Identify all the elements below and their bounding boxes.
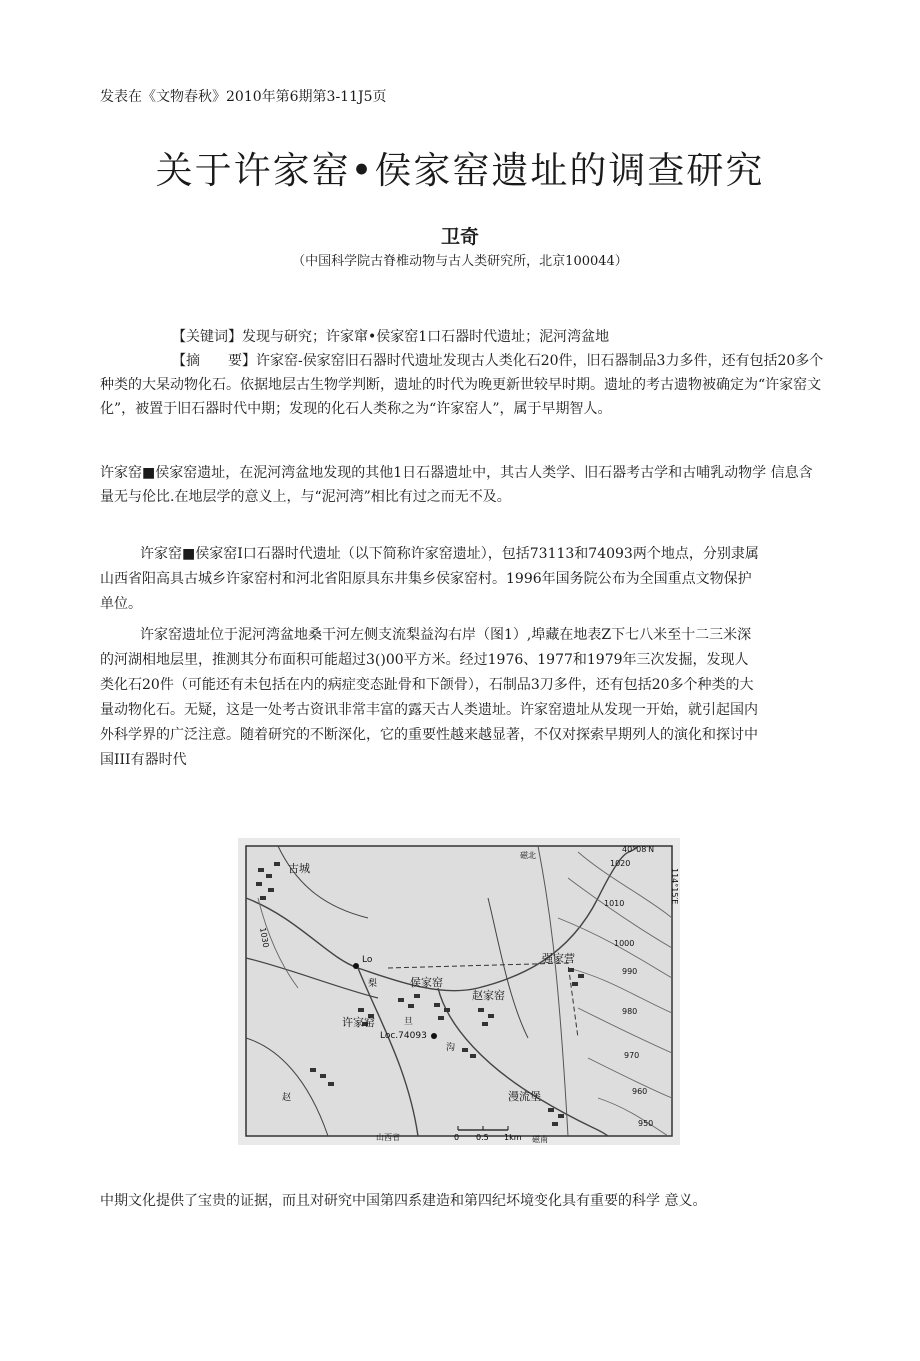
label-manliubao: 漫流堡: [508, 1090, 541, 1103]
intro-paragraph: 许家窑■侯家窑遗址，在泥河湾盆地发现的其他1日石器遗址中，其古人类学、旧石器考古学和古哺乳动物学 信息含量无与伦比.在地层学的意义上，与“泥河湾”相比有过之而无不及。: [100, 465, 813, 505]
label-li: 梨: [368, 979, 378, 989]
label-shanxi: 山西省: [376, 1133, 400, 1142]
scale-label: 1km: [504, 1133, 522, 1142]
body-paragraph-1: 许家窑■侯家窑I口石器时代遗址（以下简称许家窑遗址），包括73113和74093两个地点，分别隶属山西省阳高具古城乡许家窑村和河北省阳原具东井集乡侯家窑村。1996年国务院公布为全国重点文物保护单位。: [100, 546, 759, 612]
label-latitude: 40°08′N: [622, 845, 655, 854]
site-map-figure: [238, 838, 680, 1145]
contour-label: 950: [638, 1119, 654, 1128]
site-marker: [353, 963, 359, 969]
label-longitude: 114°15′E: [670, 868, 679, 905]
label-loc-74093: Loc.74093: [380, 1031, 427, 1041]
keywords: 【关键词】发现与研究；许家窜•侯家窑1口石器时代遗址；泥河湾盆地: [172, 329, 610, 345]
label-gucheng: 古城: [288, 862, 310, 875]
publication-info: 发表在《文物春秋》2010年第6期第3-11J5页: [100, 89, 387, 105]
contour-label: 970: [624, 1051, 640, 1060]
scale-label: 0.5: [476, 1133, 489, 1142]
label-magnetic-north: 磁北: [520, 851, 536, 860]
author-name: 卫奇: [440, 226, 479, 248]
contour-label: 990: [622, 967, 638, 976]
label-xujiayao: 许家窑: [342, 1016, 375, 1029]
contour-label: 980: [622, 1007, 638, 1016]
author-affiliation: （中国科学院古脊椎动物与古人类研究所，北京100044）: [292, 254, 628, 269]
contour-label: 1020: [610, 859, 631, 868]
label-zhaojiayao: 赵家窑: [472, 989, 505, 1002]
label-gou: 沟: [446, 1043, 456, 1053]
contour-label: 1010: [604, 899, 625, 908]
label-zhangjiaying: 强家营: [542, 952, 575, 965]
label-magnetic-south: 磁南: [532, 1135, 548, 1144]
body-paragraph-3: 中期文化提供了宝贵的证据，而且对研究中国第四系建造和第四纪坏境变化具有重要的科学 意义。: [100, 1193, 707, 1209]
contour-label: 1030: [258, 926, 271, 949]
label-zhao: 赵: [282, 1093, 292, 1103]
contour-label: 960: [632, 1087, 648, 1096]
label-loc-1: Lo: [362, 955, 373, 965]
label-lu: 旦: [404, 1017, 414, 1027]
site-marker: [431, 1033, 437, 1039]
contour-label: 1000: [614, 939, 635, 948]
article-title: 关于许家窑•侯家窑遗址的调查研究: [155, 149, 765, 192]
body-paragraph-2: 许家窑遗址位于泥河湾盆地桑干河左侧支流梨益沟右岸（图1）,埠藏在地表Z下七八米至十二三米深的河湖相地层里，推测其分布面积可能超过3()00平方米。经过1976、1977和1979年三次发掘，发现人类化石20件（可能还有未包括在内的病症变态趾骨和下颌骨），石制品3刀多件，还有包括20多个种类的大量动物化石。无疑，这是一处考古资讯非常丰富的露天古人类遗址。许家窑遗址从发现一开始，就引起国内外科学界的广泛注意。随着研究的不断深化，它的重要性越来越显著，不仅对探索早期列人的演化和探讨中国III有器时代: [100, 627, 758, 768]
label-houjiayao: 侯家窑: [410, 976, 443, 989]
scale-label: 0: [454, 1133, 460, 1142]
abstract: 【摘 要】许家窑-侯家窑旧石器时代遗址发现古人类化石20件，旧石器制品3力多件，还有包括20多个种类的大杲动物化石。依据地层古生物学判断，遗址的时代为晚更新世较早时期。遗址的考古遗物被确定为“许家窑文化”，被置于旧石器时代中期；发现的化石人类称之为“许家窑人”，属于早期智人。: [100, 353, 824, 417]
